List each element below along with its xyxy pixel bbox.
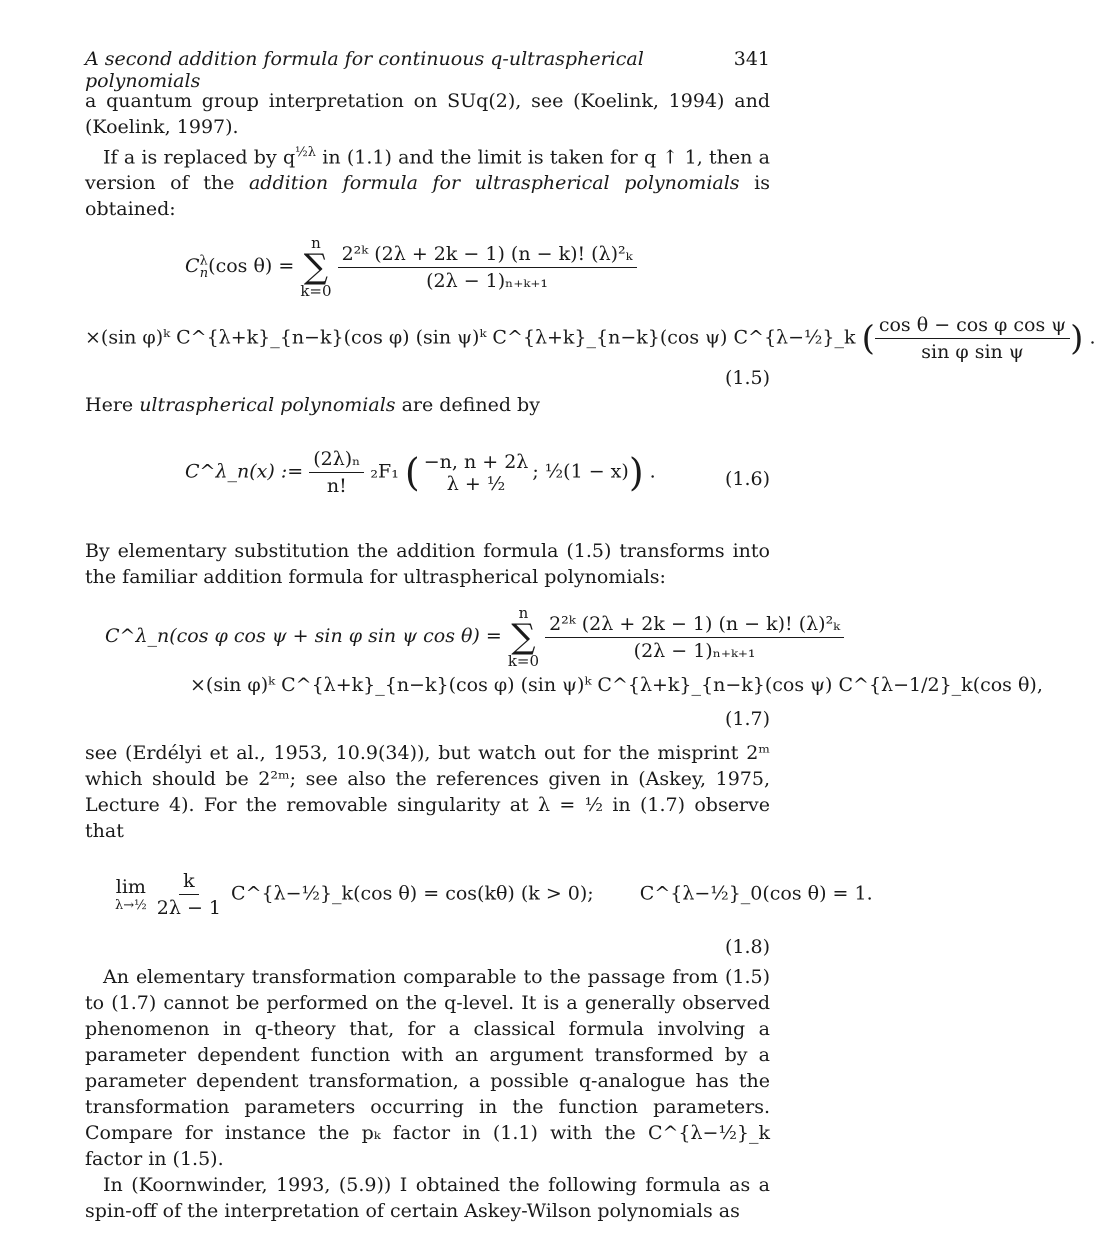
equation-1-6: C^λ_n(x) := $\frac{\text{(2λ)ₙ}}{n!}$ ₂F₁ ( −n, n + 2λ λ + ½ ; ½(1 − x)) . (1.6) xyxy=(185,448,770,498)
page-header xyxy=(85,48,770,92)
equation-number: (1.7) xyxy=(724,708,770,731)
paragraph-7: In (Koornwinder, 1993, (5.9)) I obtained the following formula as a spin-off of the interpretation of certain Askey-Wilson polynomials as xyxy=(85,1174,770,1223)
equation-number: (1.6) xyxy=(724,468,770,491)
running-title: A second addition formula for continuous q-ultraspherical polynomials xyxy=(85,48,644,92)
paragraph-2: If a is replaced by $q^{\frac{1}{2}\lambda}$ in (1.1) and the limit is taken for q ↑ 1, then a version of the addition formula for ultraspherical polynomials is obtained: xyxy=(85,145,770,221)
paragraph-3: Here ultraspherical polynomials are defined by xyxy=(85,394,540,417)
equation-1-8: lim λ→½ $\frac{k}{2\lambda - 1}$ C^{λ−½}_k(cos θ) = cos(kθ) (k > 0); C^{λ−½}_0(cos θ) = 1. (1.8) xyxy=(115,870,873,959)
equation-number: (1.5) xyxy=(724,367,770,390)
paragraph-4: By elementary substitution the addition formula (1.5) transforms into the familiar addition formula for ultraspherical polynomials: xyxy=(85,540,770,589)
page xyxy=(85,48,1096,1224)
equation-1-5: $C^\lambda_n(\cos$ θ) = n ∑ k=0 $\frac{\text{2²ᵏ (2λ + 2k − 1) (n − k)! (λ)²ₖ}}{\text{(2λ − 1)ₙ₊ₖ₊₁}}$ ×(sin φ)ᵏ C^{λ+k}_{n−k}(cos φ) (sin ψ)ᵏ C^{λ+k}_{n−k}(cos ψ) C^{λ−½}_k ( $\frac{\text{cos θ − cos φ cos ψ}}{\text{sin φ sin ψ}}$ ) . (1.5) xyxy=(85,234,1096,390)
emphasis: addition formula for ultraspherical polynomials xyxy=(248,172,740,195)
paragraph-6: An elementary transformation comparable to the passage from (1.5) to (1.7) cannot be performed on the q-level. It is a generally observed phenomenon in q-theory that, for a classical formula involving a parameter dependent function with an argument transformed by a parameter dependent transformation, a possible q-analogue has the transformation parameters occurring in the function parameters. Compare for instance the pₖ factor in (1.1) with the C^{λ−½}_k factor in (1.5). xyxy=(85,966,770,1171)
equation-1-7: C^λ_n(cos φ cos ψ + sin φ sin ψ cos θ) = n ∑ k=0 $\frac{\text{2²ᵏ (2λ + 2k − 1) (n − k)! (λ)²ₖ}}{\text{(2λ − 1)ₙ₊ₖ₊₁}}$ ×(sin φ)ᵏ C^{λ+k}_{n−k}(cos φ) (sin ψ)ᵏ C^{λ+k}_{n−k}(cos ψ) C^{λ−1/2}_k(cos θ), (1.7) xyxy=(105,604,1043,731)
paragraph-1: a quantum group interpretation on SUq(2), see (Koelink, 1994) and (Koelink, 1997). xyxy=(85,90,770,138)
page-number: 341 xyxy=(733,48,770,70)
summation: n ∑ k=0 xyxy=(300,234,332,301)
fraction: $\frac{\text{2²ᵏ (2λ + 2k − 1) (n − k)! (λ)²ₖ}}{\text{(2λ − 1)ₙ₊ₖ₊₁}}$ xyxy=(338,243,637,292)
paragraph-5: see (Erdélyi et al., 1953, 10.9(34)), but watch out for the misprint 2ᵐ which should be 2²ᵐ; see also the references given in (Askey, 1975, Lecture 4). For the removable singularity at λ = ½ in (1.7) observe that xyxy=(85,742,770,843)
equation-number: (1.8) xyxy=(724,936,770,959)
